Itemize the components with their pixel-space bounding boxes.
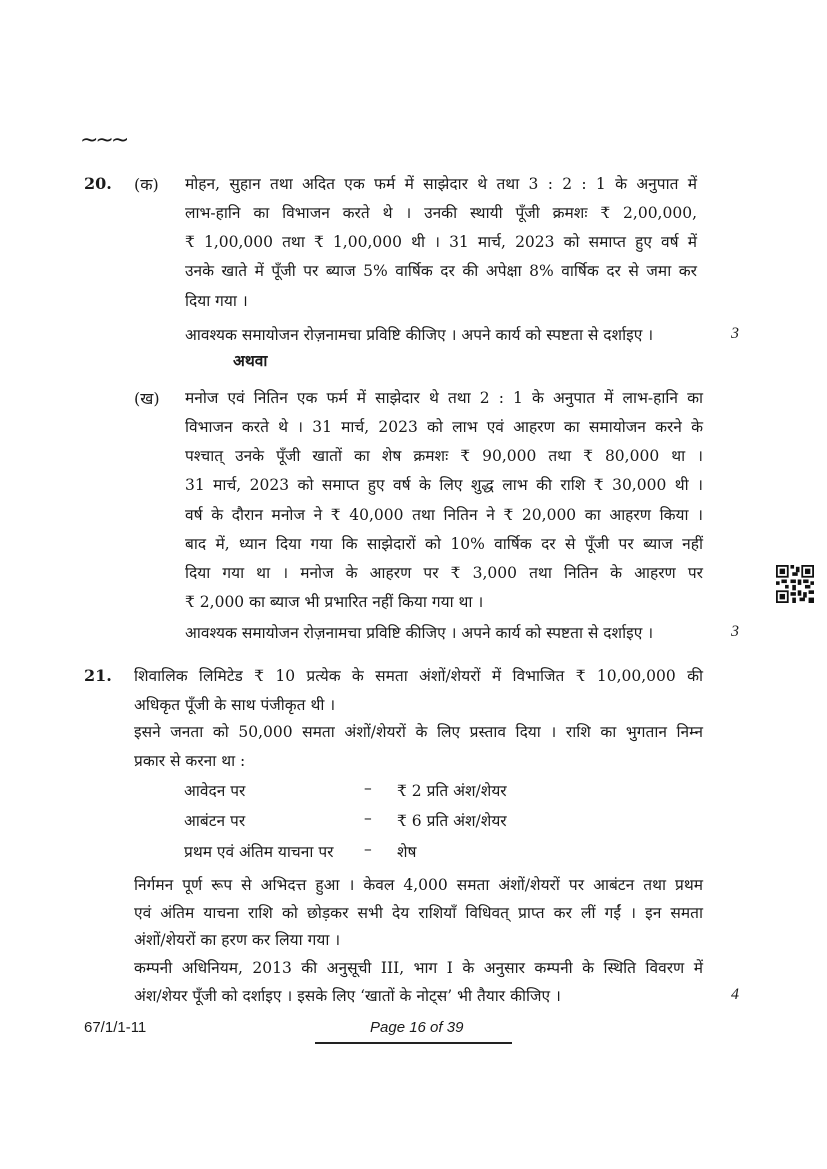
payment-amount: ₹ 6 प्रति अंश/शेयर: [397, 812, 507, 830]
q20a-line: उनके खाते में पूँजी पर ब्याज 5% वार्षिक दर की अपेक्षा 8% वार्षिक दर से जमा कर: [185, 262, 697, 280]
paper-code: 67/1/1-11: [84, 1019, 147, 1036]
tilde-decoration: ~~~: [80, 128, 127, 153]
q20a-line: लाभ-हानि का विभाजन करते थे । उनकी स्थायी पूँजी क्रमशः ₹ 2,00,000,: [185, 204, 697, 222]
question-number-21: 21.: [84, 666, 112, 685]
payment-dash: –: [364, 809, 372, 827]
part-b-label: (ख): [134, 389, 160, 408]
payment-amount: ₹ 2 प्रति अंश/शेयर: [397, 782, 507, 800]
q20b-line: विभाजन करते थे । 31 मार्च, 2023 को लाभ एवं आहरण का समायोजन करने के: [185, 418, 703, 436]
q20b-instruction: आवश्यक समायोजन रोज़नामचा प्रविष्टि कीजिए । अपने कार्य को स्पष्टता से दर्शाइए ।: [185, 624, 654, 642]
page-number: Page 16 of 39: [370, 1019, 464, 1036]
q21-intro-line: इसने जनता को 50,000 समता अंशों/शेयरों के लिए प्रस्ताव दिया । राशि का भुगतान निम्न: [134, 723, 703, 741]
q21-body-line: एवं अंतिम याचना राशि को छोड़कर सभी देय राशियाँ विधिवत् प्राप्त कर लीं गईं । इन समता: [134, 904, 703, 922]
payment-stage: आवेदन पर: [184, 782, 246, 800]
q20a-instruction: आवश्यक समायोजन रोज़नामचा प्रविष्टि कीजिए । अपने कार्य को स्पष्टता से दर्शाइए ।: [185, 326, 654, 344]
q20b-marks: 3: [731, 623, 739, 640]
q21-body-line: निर्गमन पूर्ण रूप से अभिदत्त हुआ । केवल 4,000 समता अंशों/शेयरों पर आबंटन तथा प्रथम: [134, 876, 703, 894]
q20a-line: मोहन, सुहान तथा अदित एक फर्म में साझेदार थे तथा 3 : 2 : 1 के अनुपात में: [185, 175, 697, 193]
payment-dash: –: [364, 779, 372, 797]
payment-amount: शेष: [397, 843, 417, 861]
question-number-20: 20.: [84, 174, 112, 193]
q20b-line: दिया गया था । मनोज के आहरण पर ₹ 3,000 तथा नितिन के आहरण पर: [185, 564, 703, 582]
q20b-line: बाद में, ध्यान दिया गया कि साझेदारों को 10% वार्षिक दर से पूँजी पर ब्याज नहीं: [185, 535, 703, 553]
q21-body-line: अंश/शेयर पूँजी को दर्शाइए । इसके लिए ‘खातों के नोट्स’ भी तैयार कीजिए ।: [134, 987, 561, 1005]
q21-intro-line: शिवालिक लिमिटेड ₹ 10 प्रत्येक के समता अंशों/शेयरों में विभाजित ₹ 10,00,000 की: [134, 667, 703, 685]
footer-divider: [315, 1042, 512, 1044]
or-label: अथवा: [233, 351, 268, 370]
q21-intro-line: अधिकृत पूँजी के साथ पंजीकृत थी ।: [134, 696, 336, 714]
payment-dash: –: [364, 840, 372, 858]
part-a-label: (क): [134, 175, 159, 194]
q20b-line: वर्ष के दौरान मनोज ने ₹ 40,000 तथा नितिन ने ₹ 20,000 का आहरण किया ।: [185, 506, 703, 524]
q21-marks: 4: [731, 986, 739, 1003]
payment-stage: प्रथम एवं अंतिम याचना पर: [184, 843, 334, 861]
qr-code-icon: [776, 565, 814, 603]
q20a-marks: 3: [731, 325, 739, 342]
q21-body-line: कम्पनी अधिनियम, 2013 की अनुसूची III, भाग I के अनुसार कम्पनी के स्थिति विवरण में: [134, 959, 703, 977]
q20b-line: मनोज एवं नितिन एक फर्म में साझेदार थे तथा 2 : 1 के अनुपात में लाभ-हानि का: [185, 389, 703, 407]
q20a-line: दिया गया ।: [185, 292, 248, 310]
q20b-line: पश्चात् उनके पूँजी खातों का शेष क्रमशः ₹ 90,000 तथा ₹ 80,000 था ।: [185, 447, 703, 465]
q20b-line: ₹ 2,000 का ब्याज भी प्रभारित नहीं किया गया था ।: [185, 593, 484, 611]
q21-intro-line: प्रकार से करना था :: [134, 752, 246, 770]
payment-stage: आबंटन पर: [184, 812, 246, 830]
q21-body-line: अंशों/शेयरों का हरण कर लिया गया ।: [134, 931, 341, 949]
q20b-line: 31 मार्च, 2023 को समाप्त हुए वर्ष के लिए शुद्ध लाभ की राशि ₹ 30,000 थी ।: [185, 476, 703, 494]
q20a-line: ₹ 1,00,000 तथा ₹ 1,00,000 थी । 31 मार्च, 2023 को समाप्त हुए वर्ष में: [185, 233, 697, 251]
